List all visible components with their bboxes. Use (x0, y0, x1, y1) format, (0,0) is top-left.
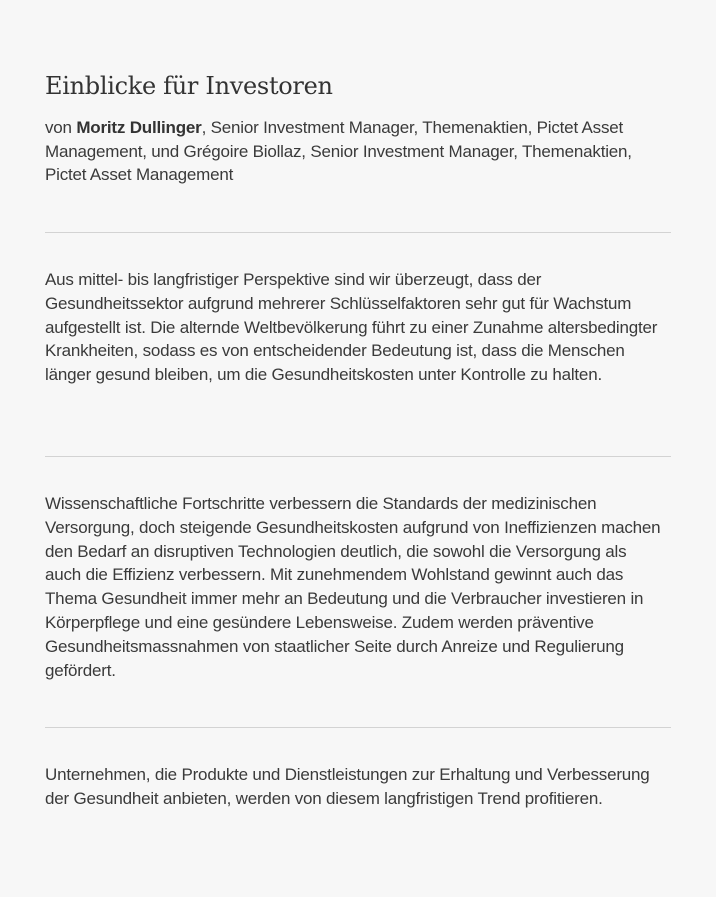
article-byline (45, 116, 655, 187)
paragraph-3: Unternehmen, die Produkte und Dienstleistungen zur Erhaltung und Verbesserung der Gesundheit anbieten, werden von diesem langfristigen Trend profitieren. (45, 765, 650, 808)
paragraph-2: Wissenschaftliche Fortschritte verbessern die Standards der medizinischen Versorgung, doch steigende Gesundheitskosten aufgrund von Ineffizienzen machen den Bedarf an disruptiven Technologien deutlich, die sowohl die Versorgung als auch die Effizienz verbessern. Mit zunehmendem Wohlstand gewinnt auch das Thema Gesundheit immer mehr an Bedeutung und die Verbraucher investieren in Körperpflege und eine gesündere Lebensweise. Zudem werden präventive Gesundheitsmassnahmen von staatlicher Seite durch Anreize und Regulierung gefördert. (45, 494, 661, 680)
section-divider (45, 727, 671, 728)
byline-details: , Senior Investment Manager, Themenaktien, Pictet Asset Management, und Grégoire Biollaz, Senior Investment Manager, Themenaktien, Pictet Asset Management (45, 118, 632, 185)
byline-author-name: Moritz Dullinger (76, 118, 202, 137)
section-divider (45, 232, 671, 233)
section-divider (45, 456, 671, 457)
article-title: Einblicke für Investoren (45, 72, 333, 100)
byline-prefix: von (45, 118, 77, 137)
paragraph-1: Aus mittel- bis langfristiger Perspektive sind wir überzeugt, dass der Gesundheitssektor aufgrund mehrerer Schlüsselfaktoren sehr gut für Wachstum aufgestellt ist. Die alternde Weltbevölkerung führt zu einer Zunahme altersbedingter Krankheiten, sodass es von entscheidender Bedeutung ist, dass die Menschen länger gesund bleiben, um die Gesundheitskosten unter Kontrolle zu halten. (45, 270, 658, 385)
